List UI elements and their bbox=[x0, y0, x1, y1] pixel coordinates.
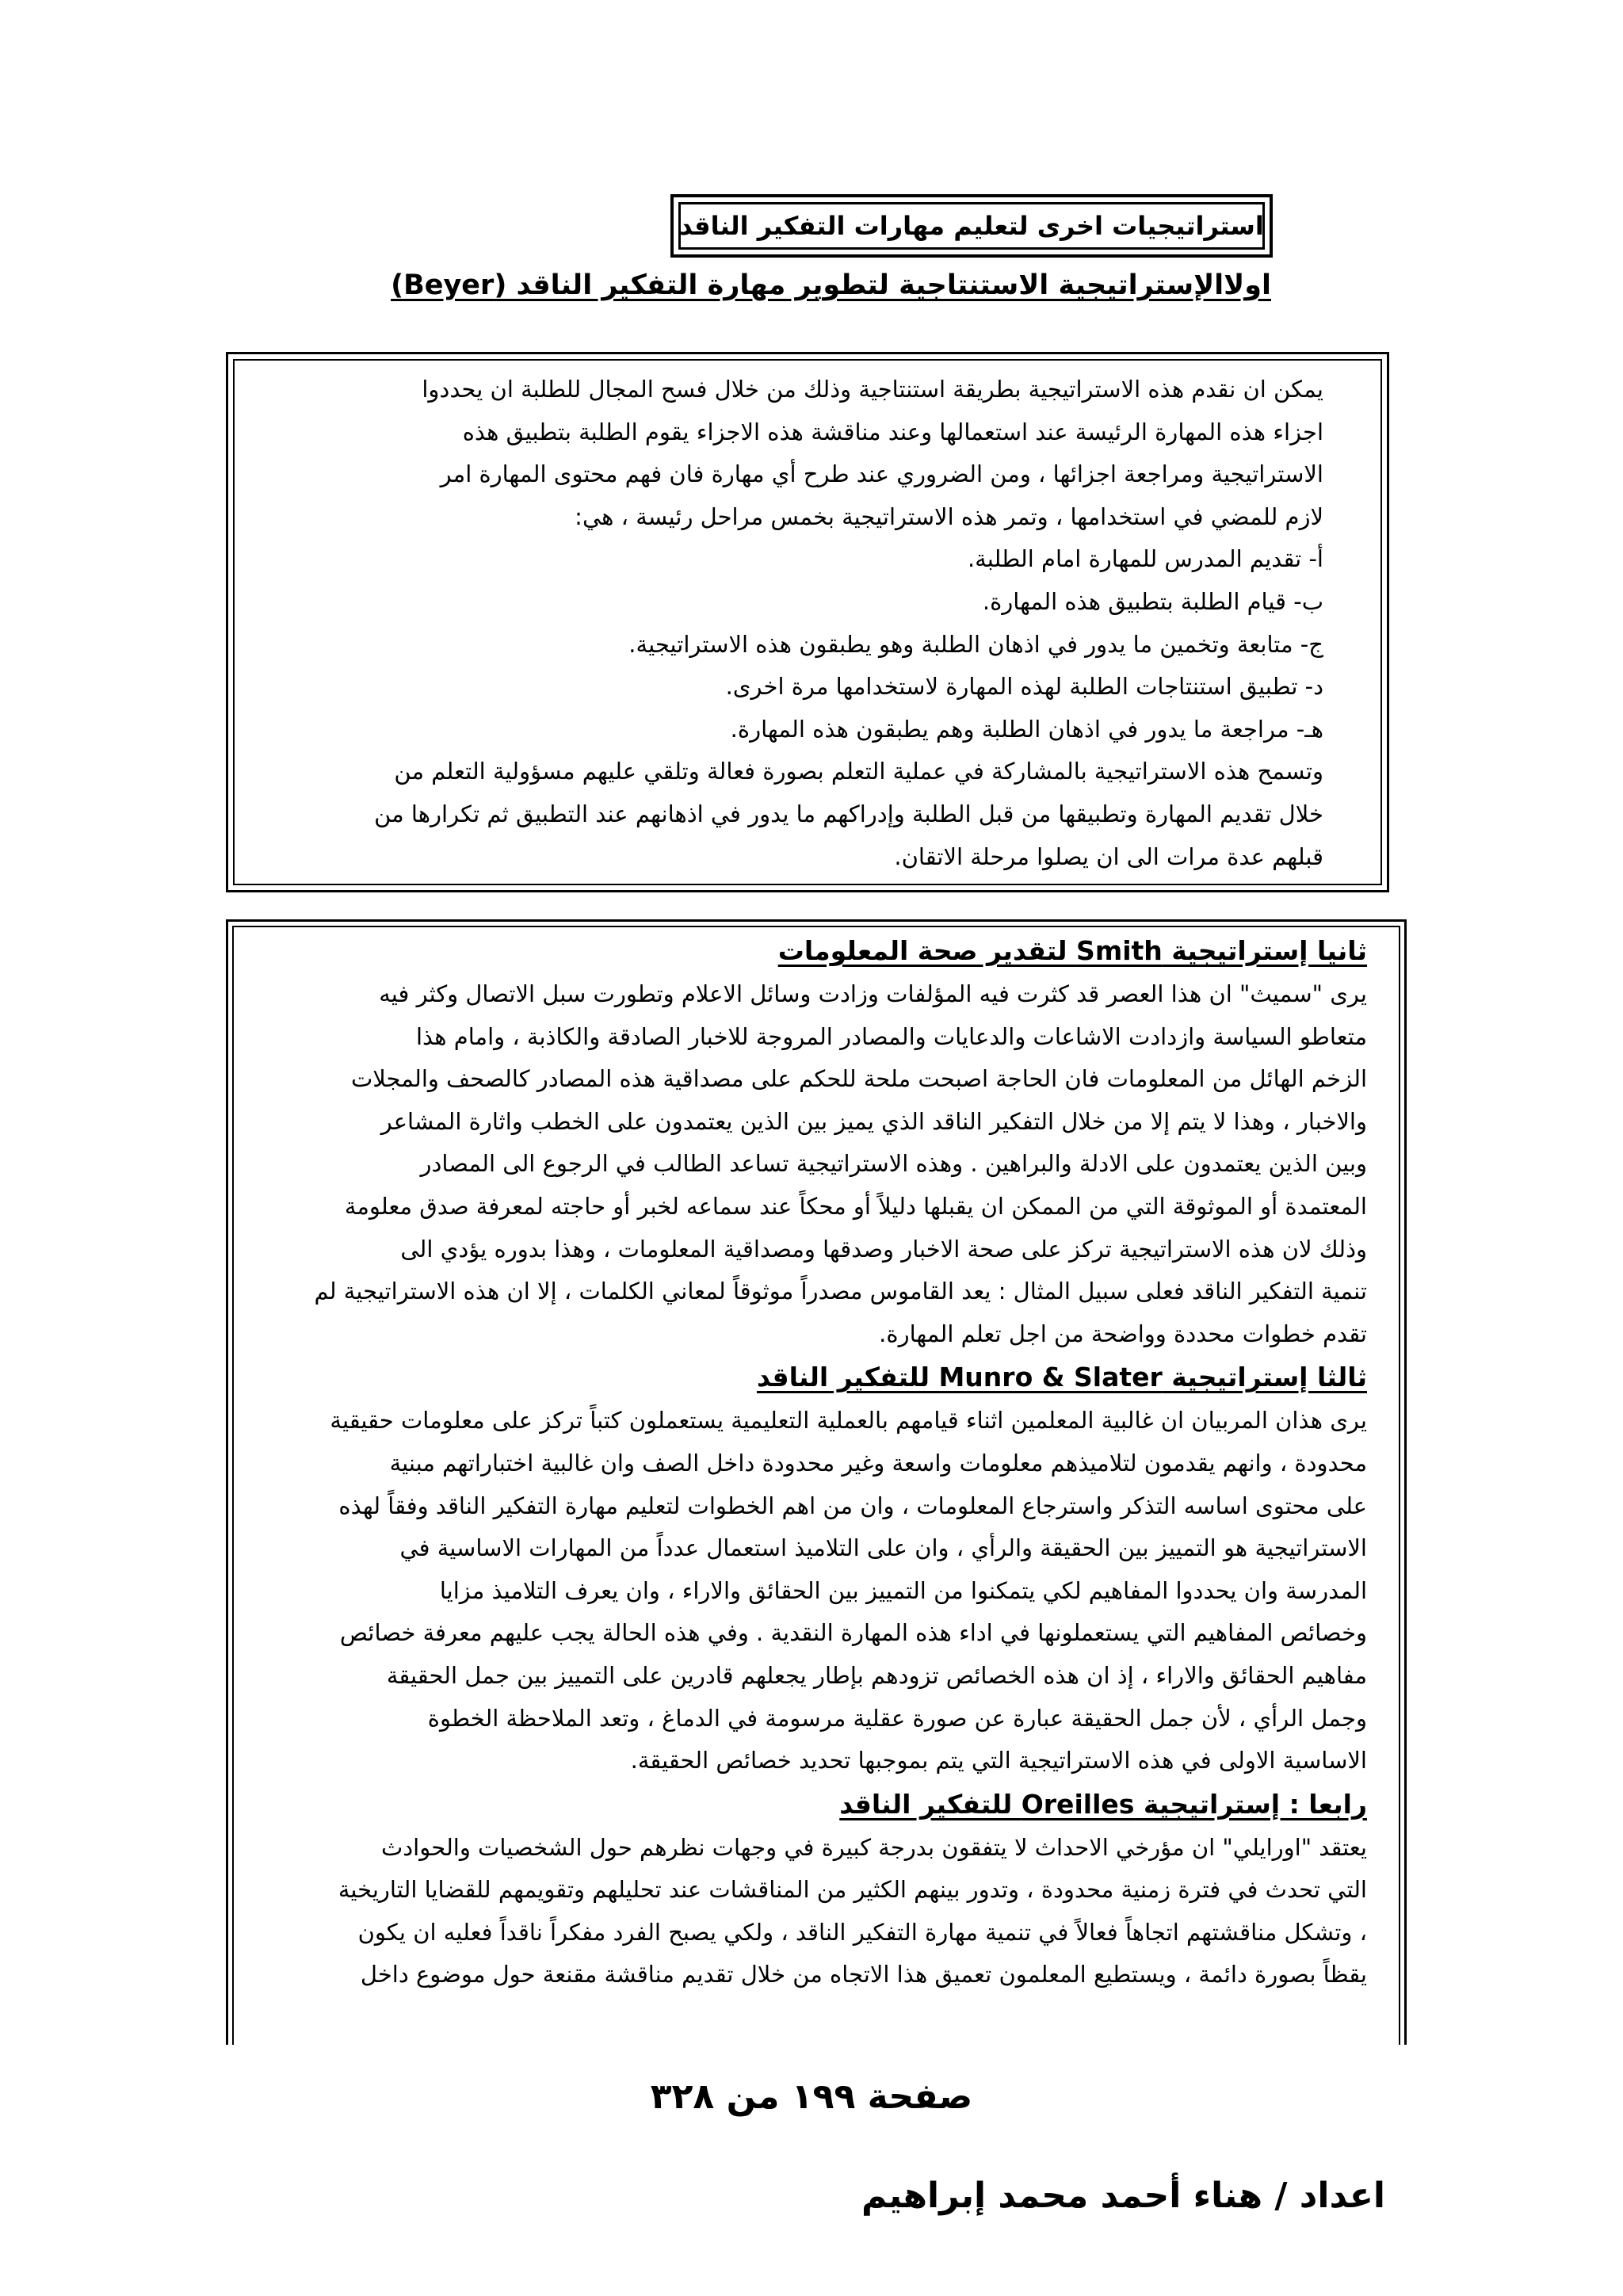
section-2-heading bbox=[265, 929, 1367, 973]
body-line: الاستراتيجية هو التمييز بين الحقيقة والرأي ، وان على التلاميذ استعمال عدداً من المهارات الاساسية في bbox=[399, 1534, 1367, 1562]
sections-box bbox=[226, 919, 1407, 2045]
section-4-heading bbox=[265, 1782, 1367, 1827]
body-line: ، وتشكل مناقشتهم اتجاهاً فعالاً في تنمية مهارة التفكير الناقد ، ولكي يصبح الفرد مفكراً ناقداً فعليه ان يكون bbox=[357, 1918, 1367, 1946]
section-1-body bbox=[233, 359, 1382, 885]
author-credit: اعداد / هناء أحمد محمد إبراهيم bbox=[861, 2176, 1385, 2216]
body-line: تقدم خطوات محددة وواضحة من اجل تعلم المهارة. bbox=[879, 1320, 1367, 1347]
body-line: محدودة ، وانهم يقدمون لتلاميذهم معلومات واسعة وغير محدودة داخل الصف وان غالبية اختباراتهم مبنية bbox=[389, 1449, 1367, 1477]
body-line: والاخبار ، وهذا لا يتم إلا من خلال التفكير الناقد الذي يميز بين الذين يعتمدون على الخطب واثارة المشاعر bbox=[380, 1107, 1367, 1135]
body-line: يرى "سميث" ان هذا العصر قد كثرت فيه المؤلفات وزادت وسائل الاعلام وتطورت سبل الاتصال وكثر فيه bbox=[379, 980, 1367, 1007]
body-line: المعتمدة أو الموثوقة التي من الممكن ان يقبلها دليلاً أو محكاً عند سماعه لخبر أو حاجته لمعرفة صدق معلومة bbox=[344, 1192, 1367, 1220]
section-4-heading-text: رابعا : إستراتيجية Oreilles للتفكير الناقد bbox=[839, 1788, 1367, 1820]
body-line: يقظاً بصورة دائمة ، ويستطيع المعلمون تعميق هذا الاتجاه من خلال تقديم مناقشة مقنعة حول موضوع داخل bbox=[360, 1961, 1367, 1988]
body-line: الزخم الهائل من المعلومات فان الحاجة اصبحت ملحة للحكم على مصداقية هذه المصادر كالصحف والمجلات bbox=[350, 1065, 1367, 1093]
section-3-heading bbox=[265, 1355, 1367, 1400]
body-line: يمكن ان نقدم هذه الاستراتيجية بطريقة استنتاجية وذلك من خلال فسح المجال للطلبة ان يحددوا bbox=[422, 376, 1323, 403]
body-line: يرى هذان المربيان ان غالبية المعلمين اثناء قيامهم بالعملية التعليمية يستعملون كتباً تركز على معلومات حقيقية bbox=[330, 1407, 1367, 1435]
body-line: الاساسية الاولى في هذه الاستراتيجية التي يتم بموجبها تحديد خصائص الحقيقة. bbox=[630, 1747, 1367, 1775]
body-line: وبين الذين يعتمدون على الادلة والبراهين . وهذه الاستراتيجية تساعد الطالب في الرجوع الى المصادر bbox=[420, 1150, 1367, 1178]
body-line: وتسمح هذه الاستراتيجية بالمشاركة في عملية التعلم بصورة فعالة وتلقي عليهم مسؤولية التعلم من bbox=[394, 758, 1323, 785]
body-line: قبلهم عدة مرات الى ان يصلوا مرحلة الاتقان. bbox=[894, 842, 1323, 870]
section-2-heading-text: ثانيا إستراتيجية Smith لتقدير صحة المعلومات bbox=[777, 935, 1367, 966]
list-item: أ- تقديم المدرس للمهارة امام الطلبة. bbox=[967, 545, 1323, 573]
list-item: د- تطبيق استنتاجات الطلبة لهذه المهارة لاستخدامها مرة اخرى. bbox=[725, 673, 1323, 701]
body-line: مفاهيم الحقائق والاراء ، إذ ان هذه الخصائص تزودهم بإطار يجعلهم قادرين على التمييز بين جمل الحقيقة bbox=[386, 1661, 1367, 1689]
body-line: التي تحدث في فترة زمنية محدودة ، وتدور بينهم الكثير من المناقشات عند تحليلهم وتقويمهم للقضايا التاريخية bbox=[338, 1876, 1367, 1904]
body-line: وخصائص المفاهيم التي يستعملونها في اداء هذه المهارة النقدية . وفي هذه الحالة يجب عليهم معرفة خصائص bbox=[339, 1619, 1367, 1647]
section-3-heading-text: ثالثا إستراتيجية Munro & Slater للتفكير الناقد bbox=[756, 1362, 1367, 1393]
page-number: صفحة ١٩٩ من ٣٢٨ bbox=[650, 2076, 973, 2117]
body-line: وجمل الرأي ، لأن جمل الحقيقة عبارة عن صورة عقلية مرسومة في الدماغ ، وتعد الملاحظة الخطوة bbox=[427, 1704, 1367, 1732]
list-item: ج- متابعة وتخمين ما يدور في اذهان الطلبة وهو يطبقون هذه الاستراتيجية. bbox=[628, 630, 1323, 658]
body-line: خلال تقديم المهارة وتطبيقها من قبل الطلبة وإدراكهم ما يدور في اذهانهم عند التطبيق ثم تكرارها من bbox=[374, 800, 1323, 827]
list-item: ب- قيام الطلبة بتطبيق هذه المهارة. bbox=[982, 587, 1323, 615]
body-line: المدرسة وان يحددوا المفاهيم لكي يتمكنوا من التمييز بين الحقائق والاراء ، وان يعرف التلاميذ مزايا bbox=[439, 1576, 1367, 1604]
body-line: وذلك لان هذه الاستراتيجية تركز على صحة الاخبار وصدقها ومصداقية المعلومات ، وهذا بدوره يؤدي الى bbox=[400, 1235, 1367, 1263]
body-line: الاستراتيجية ومراجعة اجزائها ، ومن الضروري عند طرح أي مهارة فان فهم محتوى المهارة امر bbox=[440, 460, 1323, 488]
sections-body bbox=[232, 926, 1400, 2045]
main-title: استراتيجيات اخرى لتعليم مهارات التفكير الناقد bbox=[678, 202, 1265, 250]
body-line: يعتقد "اورايلي" ان مؤرخي الاحداث لا يتفقون بدرجة كبيرة في وجهات نظرهم حول الشخصيات والحوادث bbox=[380, 1833, 1367, 1861]
section-1-heading-text: اولاالإستراتيجية الاستنتاجية لتطوير مهارة التفكير الناقد (Beyer) bbox=[391, 269, 1271, 301]
body-line: على محتوى اساسه التذكر واسترجاع المعلومات ، وان من اهم الخطوات لتعليم مهارة التفكير الناقد وفقاً لهذه bbox=[338, 1492, 1367, 1519]
body-line: لازم للمضي في استخدامها ، وتمر هذه الاستراتيجية بخمس مراحل رئيسة ، هي: bbox=[575, 502, 1323, 530]
list-item: هـ- مراجعة ما يدور في اذهان الطلبة وهم يطبقون هذه المهارة. bbox=[730, 715, 1323, 743]
section-1-box bbox=[226, 352, 1389, 892]
main-title-box bbox=[670, 194, 1273, 258]
body-line: اجزاء هذه المهارة الرئيسة عند استعمالها وعند مناقشة هذه الاجزاء يقوم الطلبة بتطبيق هذه bbox=[462, 418, 1323, 445]
section-1-heading bbox=[130, 269, 1271, 301]
body-line: متعاطو السياسة وازدادت الاشاعات والدعايات والمصادر المروجة للاخبار الصادقة والكاذبة ، وامام هذا bbox=[415, 1022, 1367, 1050]
body-line: تنمية التفكير الناقد فعلى سبيل المثال : يعد القاموس مصدراً موثوقاً لمعاني الكلمات ، إلا ان هذه الاستراتيجية لم bbox=[314, 1278, 1367, 1305]
